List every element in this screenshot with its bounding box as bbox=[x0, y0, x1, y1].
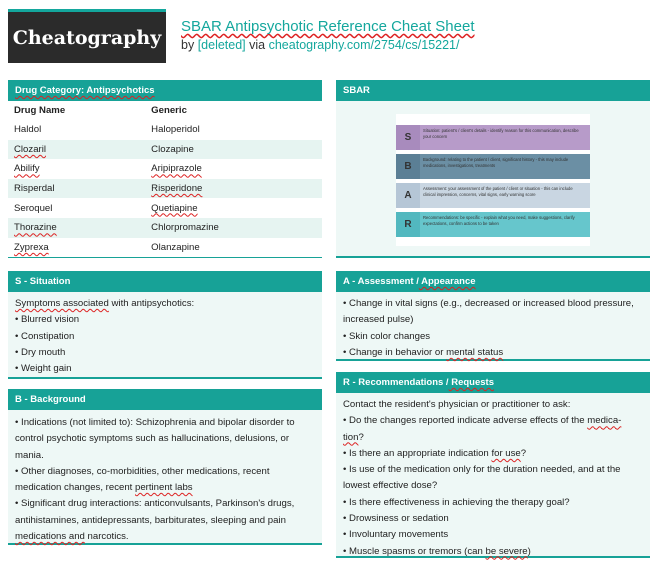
list-item: • Weight gain bbox=[15, 363, 72, 375]
background-line: medications and narcotics. bbox=[15, 531, 129, 543]
recommendation-line: • Is there an appropriate indication for use? bbox=[343, 447, 527, 459]
drug-category-header bbox=[8, 80, 322, 101]
sbar-letter-b: B bbox=[396, 154, 420, 179]
drug-name-cell: Risperdal bbox=[8, 179, 145, 199]
sbar-row-r bbox=[396, 212, 590, 237]
generic-cell: Chlorpromazine bbox=[145, 218, 322, 238]
situation-body bbox=[8, 292, 322, 377]
by-label: by bbox=[181, 38, 195, 52]
table-row bbox=[8, 218, 322, 238]
background-line: antihistamines, antidepressants, barbiturates, sleeping and pain bbox=[15, 514, 286, 526]
via-label: via bbox=[249, 38, 266, 52]
table-row bbox=[8, 140, 322, 160]
background-header: B - Background bbox=[8, 389, 322, 410]
recommendations-box bbox=[336, 372, 650, 558]
recommendation-line: • Muscle spasms or tremors (can be severe) bbox=[343, 545, 531, 557]
drug-category-box bbox=[8, 80, 322, 258]
recommendation-line: lowest effective dose? bbox=[343, 480, 438, 492]
background-line: • Indications (not limited to): Schizophrenia and bipolar disorder to bbox=[15, 417, 295, 428]
assessment-box bbox=[336, 271, 650, 361]
source-url-link[interactable]: cheatography.com/2754/cs/15221/ bbox=[268, 38, 460, 52]
cheatography-logo[interactable] bbox=[8, 9, 166, 63]
sbar-text-a: Assessment: your assessment of the patient / client or situation - this can include clinical impression, concerns, vital signs, early warning score bbox=[423, 186, 573, 197]
background-line: medication changes, recent pertinent labs bbox=[15, 482, 193, 494]
sbar-letter-a: A bbox=[396, 183, 420, 208]
sbar-letter-r: R bbox=[396, 212, 420, 237]
generic-cell: Haloperidol bbox=[145, 120, 322, 140]
generic-cell: Clozapine bbox=[145, 140, 322, 160]
sbar-text-r: Recommendations: be specific - explain what you need, make suggestions, clarify expectations, confirm actions to be taken bbox=[423, 215, 575, 226]
situation-header: S - Situation bbox=[8, 271, 322, 292]
background-line: control psychotic symptoms such as hallucinations, delusions, or bbox=[15, 433, 290, 445]
sbar-text-b: Background: relating to the patient / client, significant history - this may include medications, investigations, treatments bbox=[423, 157, 569, 168]
recommendation-line: • Drowsiness or sedation bbox=[343, 513, 449, 525]
sbar-header: SBAR bbox=[336, 80, 650, 101]
background-line: • Other diagnoses, co-morbidities, other medications, recent bbox=[15, 465, 270, 477]
assessment-line: • Change in behavior or mental status bbox=[343, 346, 504, 358]
list-item: • Dry mouth bbox=[15, 346, 66, 358]
column-header-generic: Generic bbox=[145, 101, 322, 120]
assessment-line: increased pulse) bbox=[343, 314, 414, 326]
generic-cell: Risperidone bbox=[145, 179, 322, 199]
table-row bbox=[8, 238, 322, 258]
drug-name-cell: Zyprexa bbox=[8, 238, 145, 258]
recommendations-body bbox=[336, 393, 650, 560]
table-row bbox=[8, 159, 322, 179]
background-body bbox=[8, 410, 322, 545]
table-row bbox=[8, 198, 322, 218]
assessment-line: • Skin color changes bbox=[343, 330, 431, 342]
list-item: • Constipation bbox=[15, 330, 75, 342]
drug-table bbox=[8, 101, 322, 257]
table-row bbox=[8, 179, 322, 199]
drug-name-cell: Clozaril bbox=[8, 140, 145, 160]
situation-intro: Symptoms associated with antipsychotics: bbox=[15, 298, 195, 309]
generic-cell: Olanzapine bbox=[145, 238, 322, 258]
sbar-letter-s: S bbox=[396, 125, 420, 150]
column-header-drug-name: Drug Name bbox=[8, 101, 145, 120]
byline bbox=[181, 38, 459, 52]
assessment-line: • Change in vital signs (e.g., decreased or increased blood pressure, bbox=[343, 298, 634, 309]
drug-name-cell: Haldol bbox=[8, 120, 145, 140]
recommendation-line: • Is there effectiveness in achieving the therapy goal? bbox=[343, 496, 570, 508]
background-line: • Significant drug interactions: anticonvulsants, Parkinson's drugs, bbox=[15, 498, 295, 510]
generic-cell: Quetiapine bbox=[145, 198, 322, 218]
drug-category-title: Drug Category: Antipsychotics bbox=[15, 85, 155, 96]
recommendations-header: R - Recommendations / Requests bbox=[336, 372, 650, 393]
sbar-row-b bbox=[396, 154, 590, 179]
page-title[interactable] bbox=[181, 18, 475, 35]
situation-box bbox=[8, 271, 322, 379]
sbar-text-s: Situation: patient's / client's details - identify reason for this communication, describe your concern bbox=[423, 128, 579, 139]
author-link[interactable]: [deleted] bbox=[197, 38, 246, 52]
recommendation-line: • Is use of the medication only for the duration needed, and at the bbox=[343, 464, 621, 476]
drug-name-cell: Abilify bbox=[8, 159, 145, 179]
list-item: • Blurred vision bbox=[15, 314, 80, 326]
table-row bbox=[8, 120, 322, 140]
assessment-body bbox=[336, 292, 650, 361]
sbar-diagram bbox=[396, 114, 590, 246]
sbar-row-s bbox=[396, 125, 590, 150]
background-box bbox=[8, 389, 322, 545]
generic-cell: Aripiprazole bbox=[145, 159, 322, 179]
recommendation-line: Contact the resident's physician or practitioner to ask: bbox=[343, 399, 571, 410]
recommendation-line: • Do the changes reported indicate adverse effects of the medica- bbox=[343, 415, 622, 427]
recommendation-line: tion? bbox=[343, 431, 364, 443]
title-text: SBAR Antipsychotic Reference Cheat Sheet bbox=[181, 18, 475, 35]
assessment-header: A - Assessment / Appearance bbox=[336, 271, 650, 292]
logo-text: Cheatography bbox=[12, 26, 162, 49]
drug-name-cell: Thorazine bbox=[8, 218, 145, 238]
sbar-row-a bbox=[396, 183, 590, 208]
recommendation-line: • Involuntary movements bbox=[343, 529, 449, 541]
drug-name-cell: Seroquel bbox=[8, 198, 145, 218]
background-line: mania. bbox=[15, 449, 44, 461]
